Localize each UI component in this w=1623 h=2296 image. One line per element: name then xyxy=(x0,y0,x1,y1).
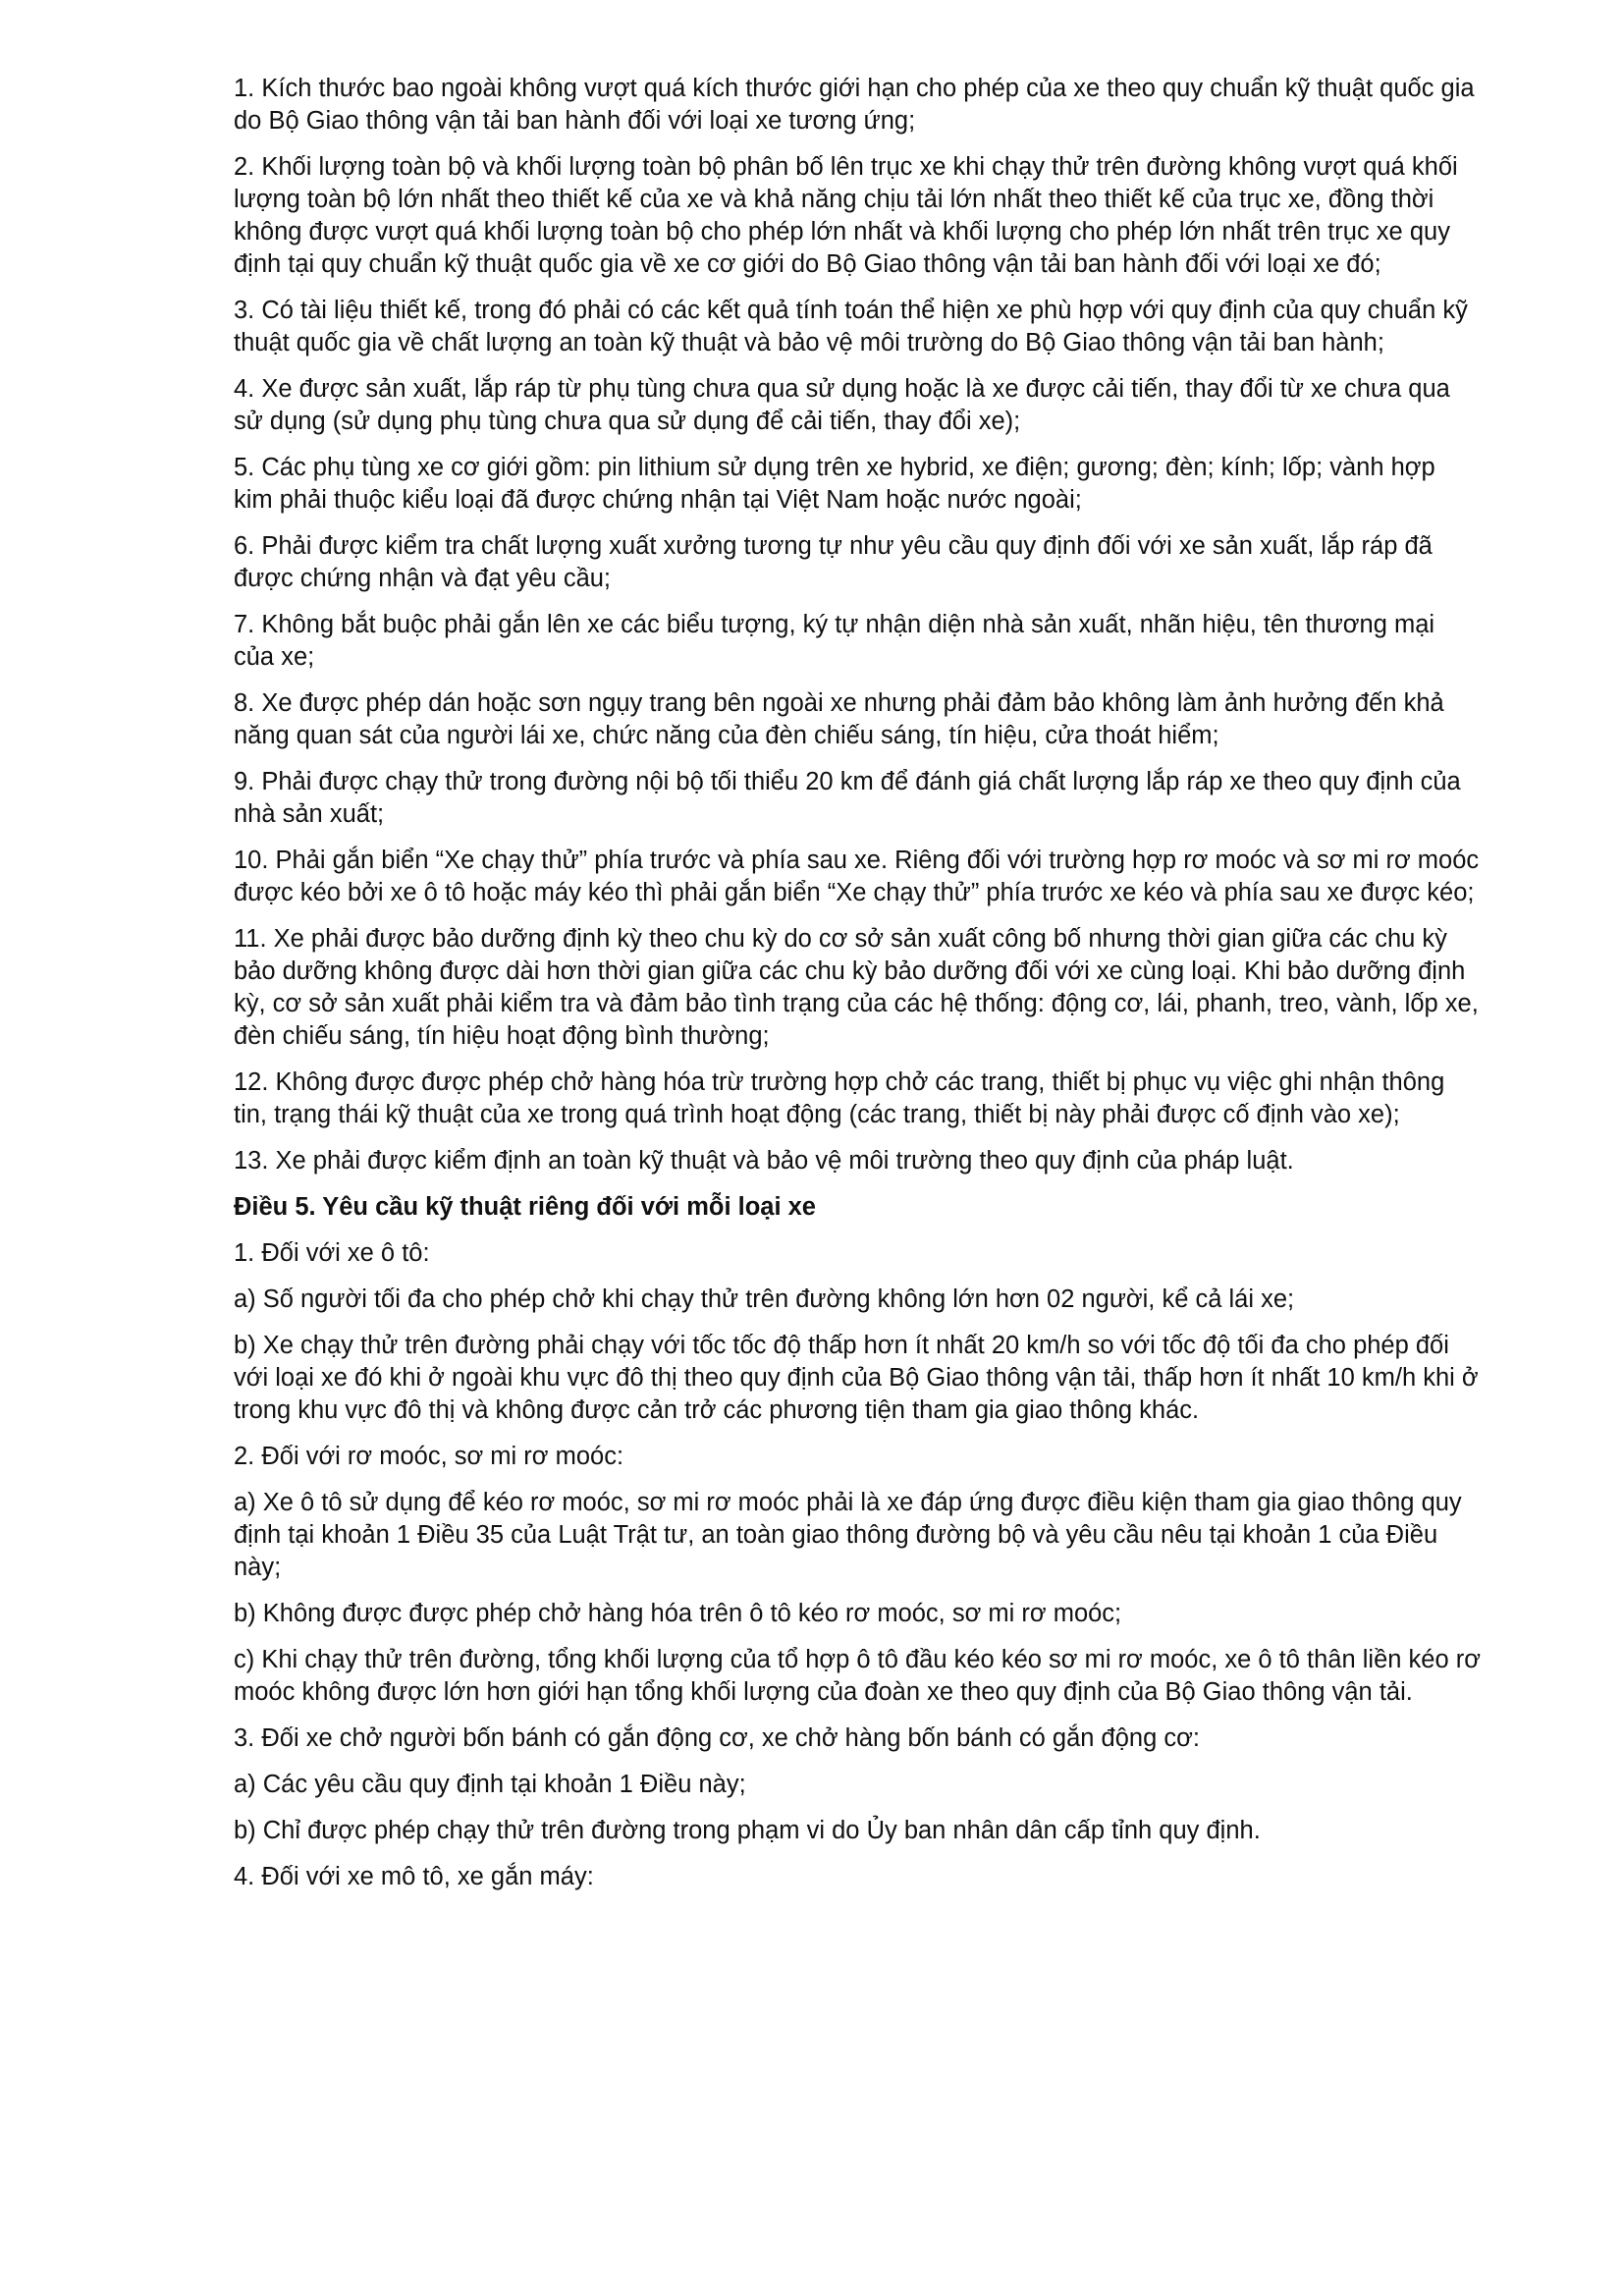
clause-3-point-b: b) Chỉ được phép chạy thử trên đường trong phạm vi do Ủy ban nhân dân cấp tỉnh quy định. xyxy=(234,1817,1261,1844)
article-5-clause-2: 2. Đối với rơ moóc, sơ mi rơ moóc: xyxy=(234,1443,624,1470)
item-11: 11. Xe phải được bảo dưỡng định kỳ theo chu kỳ do cơ sở sản xuất công bố nhưng thời gian giữa các chu kỳ bảo dưỡng không được dài hơn thời gian giữa các chu kỳ bảo dưỡng đối với xe cùng loại. Khi bảo dưỡng định kỳ, cơ sở sản xuất phải kiểm tra và đảm bảo tình trạng của các hệ thống: động cơ, lái, phanh, treo, vành, lốp xe, đèn chiếu sáng, tín hiệu hoạt động bình thường; xyxy=(234,925,1479,1050)
item-12: 12. Không được được phép chở hàng hóa trừ trường hợp chở các trang, thiết bị phục vụ việc ghi nhận thông tin, trạng thái kỹ thuật của xe trong quá trình hoạt động (các trang, thiết bị này phải được cố định vào xe); xyxy=(234,1068,1445,1128)
item-1: 1. Kích thước bao ngoài không vượt quá kích thước giới hạn cho phép của xe theo quy chuẩn kỹ thuật quốc gia do Bộ Giao thông vận tải ban hành đối với loại xe tương ứng; xyxy=(234,75,1475,135)
article-5-heading: Điều 5. Yêu cầu kỹ thuật riêng đối với mỗi loại xe xyxy=(234,1193,816,1221)
clause-1-point-b: b) Xe chạy thử trên đường phải chạy với tốc tốc độ thấp hơn ít nhất 20 km/h so với tốc độ tối đa cho phép đối với loại xe đó khi ở ngoài khu vực đô thị theo quy định của Bộ Giao thông vận tải, thấp hơn ít nhất 10 km/h khi ở trong khu vực đô thị và không được cản trở các phương tiện tham gia giao thông khác. xyxy=(234,1332,1479,1424)
clause-2-point-a: a) Xe ô tô sử dụng để kéo rơ moóc, sơ mi rơ moóc phải là xe đáp ứng được điều kiện tham gia giao thông quy định tại khoản 1 Điều 35 của Luật Trật tư, an toàn giao thông đường bộ và yêu cầu nêu tại khoản 1 của Điều này; xyxy=(234,1489,1462,1581)
item-7: 7. Không bắt buộc phải gắn lên xe các biểu tượng, ký tự nhận diện nhà sản xuất, nhãn hiệu, tên thương mại của xe; xyxy=(234,611,1435,671)
clause-1-point-a: a) Số người tối đa cho phép chở khi chạy thử trên đường không lớn hơn 02 người, kể cả lái xe; xyxy=(234,1285,1295,1313)
article-5-clause-1: 1. Đối với xe ô tô: xyxy=(234,1239,430,1267)
item-4: 4. Xe được sản xuất, lắp ráp từ phụ tùng chưa qua sử dụng hoặc là xe được cải tiến, thay đổi từ xe chưa qua sử dụng (sử dụng phụ tùng chưa qua sử dụng để cải tiến, thay đổi xe); xyxy=(234,375,1450,435)
document-page xyxy=(234,73,1481,1907)
clause-2-point-c: c) Khi chạy thử trên đường, tổng khối lượng của tổ hợp ô tô đầu kéo kéo sơ mi rơ moóc, xe ô tô thân liền kéo rơ moóc không được lớn hơn giới hạn tổng khối lượng của đoàn xe theo quy định của Bộ Giao thông vận tải. xyxy=(234,1646,1481,1706)
item-10: 10. Phải gắn biển “Xe chạy thử” phía trước và phía sau xe. Riêng đối với trường hợp rơ moóc và sơ mi rơ moóc được kéo bởi xe ô tô hoặc máy kéo thì phải gắn biển “Xe chạy thử” phía trước xe kéo và phía sau xe được kéo; xyxy=(234,847,1480,906)
clause-2-point-b: b) Không được được phép chở hàng hóa trên ô tô kéo rơ moóc, sơ mi rơ moóc; xyxy=(234,1600,1122,1627)
item-6: 6. Phải được kiểm tra chất lượng xuất xưởng tương tự như yêu cầu quy định đối với xe sản xuất, lắp ráp đã được chứng nhận và đạt yêu cầu; xyxy=(234,532,1433,592)
item-8: 8. Xe được phép dán hoặc sơn ngụy trang bên ngoài xe nhưng phải đảm bảo không làm ảnh hưởng đến khả năng quan sát của người lái xe, chức năng của đèn chiếu sáng, tín hiệu, cửa thoát hiểm; xyxy=(234,689,1444,749)
item-2: 2. Khối lượng toàn bộ và khối lượng toàn bộ phân bố lên trục xe khi chạy thử trên đường không vượt quá khối lượng toàn bộ lớn nhất theo thiết kế của xe và khả năng chịu tải lớn nhất theo thiết kế của trục xe, đồng thời không được vượt quá khối lượng toàn bộ cho phép lớn nhất và khối lượng cho phép lớn nhất trên trục xe quy định tại quy chuẩn kỹ thuật quốc gia về xe cơ giới do Bộ Giao thông vận tải ban hành đối với loại xe đó; xyxy=(234,153,1458,278)
clause-3-point-a: a) Các yêu cầu quy định tại khoản 1 Điều này; xyxy=(234,1771,746,1798)
article-5-clause-4: 4. Đối với xe mô tô, xe gắn máy: xyxy=(234,1863,594,1890)
item-5: 5. Các phụ tùng xe cơ giới gồm: pin lithium sử dụng trên xe hybrid, xe điện; gương; đèn; kính; lốp; vành hợp kim phải thuộc kiểu loại đã được chứng nhận tại Việt Nam hoặc nước ngoài; xyxy=(234,454,1435,514)
item-9: 9. Phải được chạy thử trong đường nội bộ tối thiểu 20 km để đánh giá chất lượng lắp ráp xe theo quy định của nhà sản xuất; xyxy=(234,768,1461,828)
article-5-clause-3: 3. Đối xe chở người bốn bánh có gắn động cơ, xe chở hàng bốn bánh có gắn động cơ: xyxy=(234,1724,1200,1752)
item-13: 13. Xe phải được kiểm định an toàn kỹ thuật và bảo vệ môi trường theo quy định của pháp luật. xyxy=(234,1147,1294,1175)
item-3: 3. Có tài liệu thiết kế, trong đó phải có các kết quả tính toán thể hiện xe phù hợp với quy định của quy chuẩn kỹ thuật quốc gia về chất lượng an toàn kỹ thuật và bảo vệ môi trường do Bộ Giao thông vận tải ban hành; xyxy=(234,297,1468,356)
